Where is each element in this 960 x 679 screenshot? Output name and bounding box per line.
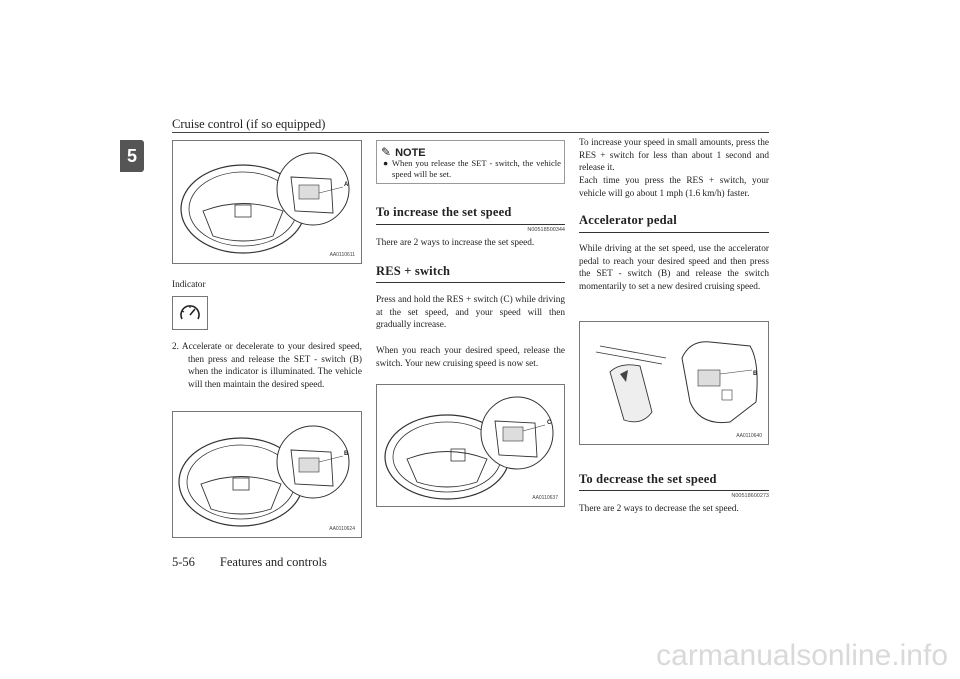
increase-intro: There are 2 ways to increase the set speed. bbox=[376, 238, 535, 248]
res-heading: RES + switch bbox=[376, 264, 451, 278]
callout-b: B bbox=[753, 371, 758, 377]
steering-wheel-figure-c bbox=[376, 384, 565, 507]
cruise-indicator-icon bbox=[172, 296, 208, 330]
figure-code: AA0110611 bbox=[329, 252, 355, 258]
decrease-code: N00518600273 bbox=[731, 493, 769, 499]
heading-rule bbox=[376, 224, 565, 225]
speedometer-icon bbox=[173, 297, 207, 329]
steering-wheel-figure-a bbox=[172, 140, 362, 264]
res-text-2: When you reach your desired speed, release the switch. Your new cruising speed is now set. bbox=[376, 346, 565, 369]
heading-rule bbox=[579, 490, 769, 491]
callout-b: B bbox=[344, 451, 349, 457]
accelerator-heading: Accelerator pedal bbox=[579, 213, 677, 227]
note-label: NOTE bbox=[395, 147, 426, 159]
steering-wheel-diagram bbox=[173, 141, 361, 263]
figure-code: AA0110624 bbox=[329, 526, 355, 532]
accelerator-figure bbox=[579, 321, 769, 445]
pencil-icon: ✎ bbox=[381, 145, 392, 159]
steering-wheel-diagram bbox=[377, 385, 564, 506]
figure-code: AA0110637 bbox=[532, 495, 558, 501]
res-text: Press and hold the RES + switch (C) while driving at the set speed, and your speed will then gradually increase. bbox=[376, 295, 565, 331]
bullet-icon: ● bbox=[383, 158, 392, 168]
page-footer: 5-56 Features and controls bbox=[172, 555, 327, 569]
step-2-text: 2. Accelerate or decelerate to your desired speed, then press and release the SET - switch (B) when the indicator is illuminated. The vehicle will then maintain the desired speed. bbox=[172, 342, 362, 390]
figure-code: AA0110640 bbox=[736, 433, 762, 439]
note-text: ● When you release the SET - switch, the vehicle speed will be set. bbox=[383, 158, 561, 179]
indicator-label: Indicator bbox=[172, 280, 206, 290]
note-box bbox=[376, 140, 565, 184]
each-time-text: Each time you press the RES + switch, your vehicle will go about 1 mph (1.6 km/h) faster. bbox=[579, 176, 769, 199]
accelerator-pedal-diagram bbox=[580, 322, 768, 444]
steering-wheel-figure-b bbox=[172, 411, 362, 538]
decrease-heading: To decrease the set speed bbox=[579, 472, 717, 486]
heading-rule bbox=[579, 232, 769, 233]
steering-wheel-diagram bbox=[173, 412, 361, 537]
callout-a: A bbox=[344, 182, 349, 188]
increase-code: N00518500344 bbox=[527, 227, 565, 233]
callout-c: C bbox=[547, 420, 552, 426]
increase-heading: To increase the set speed bbox=[376, 205, 512, 219]
header-rule bbox=[172, 132, 769, 133]
small-amounts-text: To increase your speed in small amounts, press the RES + switch for less than about 1 second and release it. bbox=[579, 138, 769, 174]
accelerator-text: While driving at the set speed, use the accelerator pedal to reach your desired speed and then press the SET - switch (B) and release the switch momentarily to set a new desired cruising speed. bbox=[579, 244, 769, 292]
decrease-intro: There are 2 ways to decrease the set speed. bbox=[579, 504, 739, 514]
heading-rule bbox=[376, 282, 565, 283]
running-header-title: Cruise control (if so equipped) bbox=[172, 117, 326, 131]
watermark-text: carmanualsonline.info bbox=[656, 639, 948, 672]
chapter-tab: 5 bbox=[120, 140, 144, 172]
